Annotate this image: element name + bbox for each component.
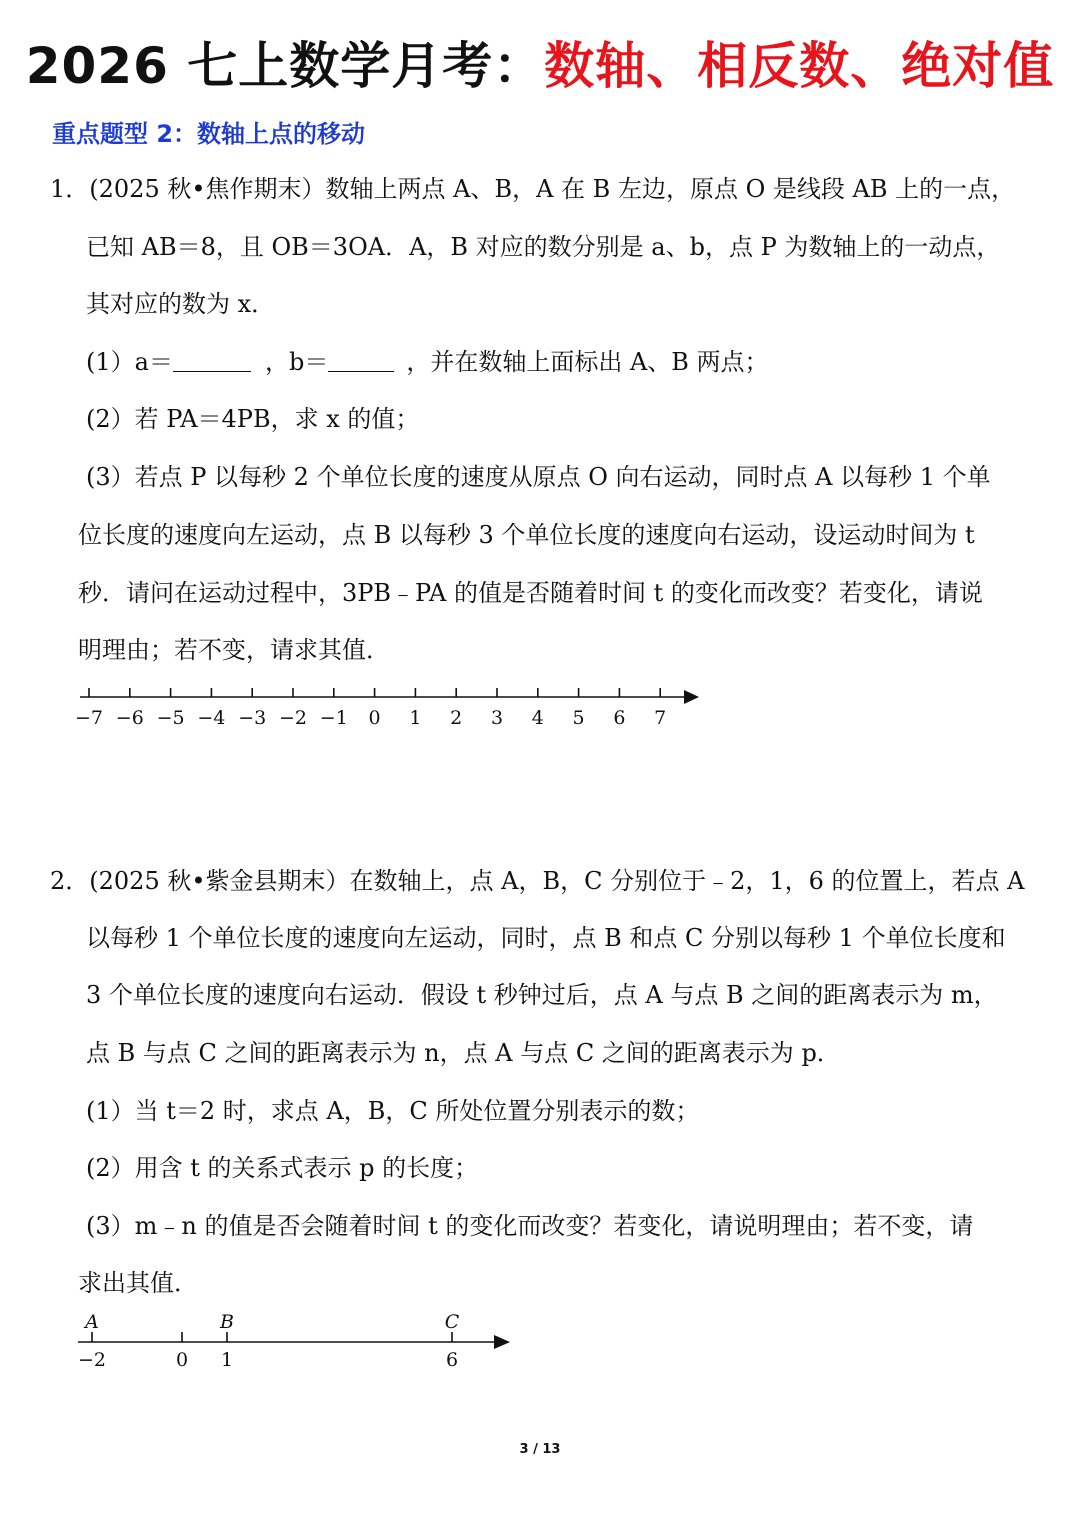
number-line-1-tick-label: −2 — [278, 707, 308, 729]
number-line-1-tick-label: −1 — [319, 707, 348, 729]
number-line-1-tick-label: −7 — [74, 707, 104, 729]
problem1-question3-line4: 明理由；若不变，请求其值． — [78, 636, 390, 664]
number-line-1-tick-label: −3 — [238, 707, 267, 729]
problem1-question2: (2）若 PA＝4PB，求 x 的值； — [86, 405, 420, 433]
problem1-line3: 其对应的数为 x． — [86, 290, 276, 318]
problem2-line1: 2．(2025 秋•紫金县期末）在数轴上，点 A，B，C 分别位于﹣2，1，6 的位置上，若点 A — [50, 867, 1025, 895]
number-line-2-value-label: 0 — [175, 1349, 189, 1371]
problem1-question3-line3: 秒．请问在运动过程中，3PB﹣PA 的值是否随着时间 t 的变化而改变？若变化，请说 — [78, 579, 983, 607]
number-line-1-tick-label: 5 — [572, 707, 585, 729]
point-c-letter: C — [444, 1311, 460, 1333]
point-a-letter: A — [85, 1311, 99, 1333]
number-line-2 — [78, 1311, 510, 1371]
problem2-question2: (2）用含 t 的关系式表示 p 的长度； — [86, 1154, 479, 1182]
title-topic: 数轴、相反数、绝对值 — [544, 37, 1055, 95]
number-line-2-arrow — [494, 1335, 510, 1349]
number-line-2-value-label: −2 — [77, 1349, 107, 1371]
number-line-1-tick-label: −6 — [115, 707, 144, 729]
number-line-1-arrow — [684, 690, 699, 704]
number-line-1-tick-label: 4 — [531, 707, 544, 729]
q1-rest: ，并在数轴上面标出 A、B 两点； — [406, 348, 769, 376]
number-line-2-value-label: 1 — [220, 1349, 234, 1371]
section-heading: 重点题型 2：数轴上点的移动 — [52, 120, 366, 148]
number-line-1-tick-label: 3 — [490, 707, 504, 729]
number-line-1-tick-label: 0 — [368, 707, 381, 729]
number-line-1-tick-label: 1 — [409, 707, 422, 729]
number-line-1 — [75, 688, 699, 729]
problem2-question3-line1: (3）m﹣n 的值是否会随着时间 t 的变化而改变？若变化，请说明理由；若不变，请 — [86, 1212, 974, 1240]
problem1-question3-line2: 位长度的速度向左运动，点 B 以每秒 3 个单位长度的速度向右运动，设运动时间为 t — [78, 521, 975, 549]
problem2-question3-line2: 求出其值． — [78, 1269, 198, 1297]
number-line-1-tick-label: −5 — [156, 707, 185, 729]
number-line-2-value-label: 6 — [445, 1349, 459, 1371]
page-number: 3 / 13 — [519, 1442, 561, 1457]
number-line-1-tick-label: 7 — [654, 707, 667, 729]
problem1-question3-line1: (3）若点 P 以每秒 2 个单位长度的速度从原点 O 向右运动，同时点 A 以每秒 1 个单 — [86, 463, 991, 491]
q1-a-label: (1）a＝ — [86, 348, 173, 376]
number-line-1-tick-label: −4 — [197, 707, 226, 729]
title-prefix: 2026 七上数学月考： — [25, 37, 545, 95]
q1-b-label: ，b＝ — [264, 348, 329, 376]
number-line-1-tick-label: 2 — [450, 707, 463, 729]
problem1-line2: 已知 AB＝8，且 OB＝3OA．A，B 对应的数分别是 a、b，点 P 为数轴上的一动点， — [86, 233, 1001, 261]
number-line-1-tick-label: 6 — [613, 707, 626, 729]
problem2-question1: (1）当 t＝2 时，求点 A，B，C 所处位置分别表示的数； — [86, 1097, 700, 1125]
point-b-letter: B — [220, 1311, 234, 1333]
problem1-line1: 1．(2025 秋•焦作期末）数轴上两点 A、B，A 在 B 左边，原点 O 是线段 AB 上的一点， — [50, 175, 1016, 203]
problem2-line3: 3 个单位长度的速度向右运动．假设 t 秒钟过后，点 A 与点 B 之间的距离表示为 m， — [86, 981, 998, 1009]
problem2-line4: 点 B 与点 C 之间的距离表示为 n，点 A 与点 C 之间的距离表示为 p． — [86, 1039, 841, 1067]
problem2-line2: 以每秒 1 个单位长度的速度向左运动，同时，点 B 和点 C 分别以每秒 1 个单位长度和 — [86, 924, 1006, 952]
